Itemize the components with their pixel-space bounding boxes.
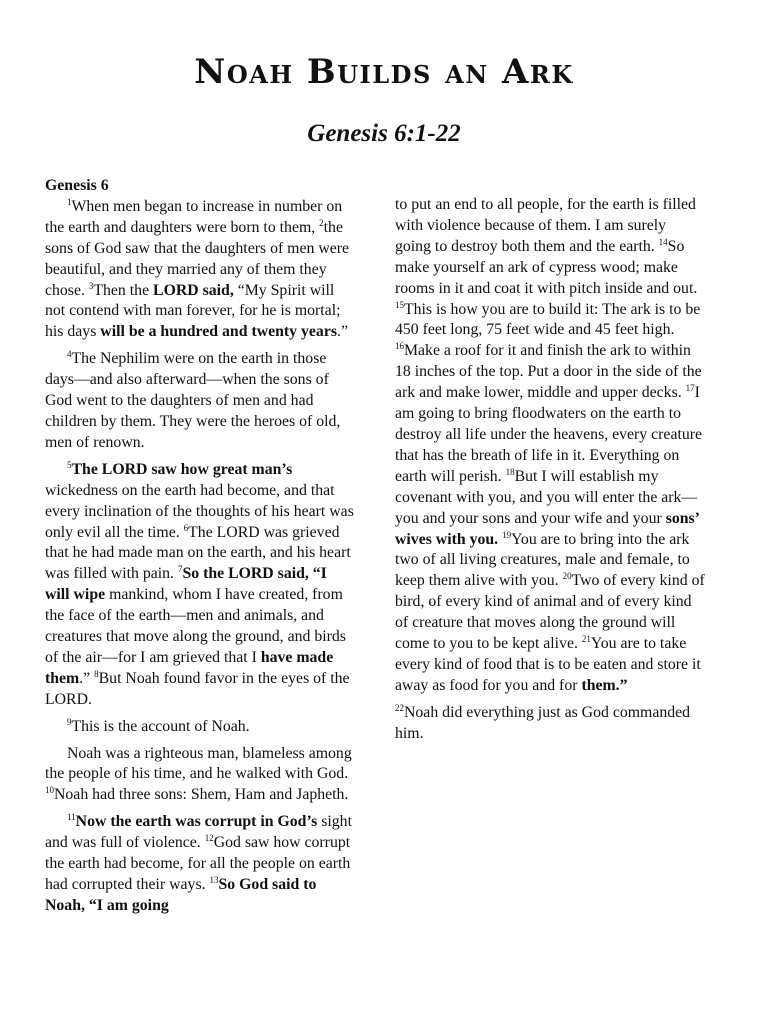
verse-text: But Noah found favor in the eyes of the LORD. [45,669,350,708]
verse-text: .” [79,669,95,687]
verse-text: Noah did everything just as God commanded him. [395,703,691,742]
emphasized-text: The LORD saw how great man’s [71,460,293,478]
verse-text: You are to bring into the ark two of all living creatures, male and female, to keep them alive with you. [395,530,690,590]
verse-number: 17 [685,383,695,394]
verse-text: the sons of God saw that the daughters of men were beautiful, and they married any of them they chose. [45,218,350,299]
verse-text: Two of every kind of bird, of every kind of animal and of every kind of creature that moves along the ground will come to you to be kept alive. [395,572,705,653]
verse-number: 1 [67,196,72,207]
paragraph [45,197,355,343]
verse-number: 20 [562,571,572,582]
emphasized-text: So God said to Noah, “I am going [45,876,317,914]
verse-number: 16 [395,341,404,352]
page-title: Noah Builds an Ark [194,52,574,92]
verse-number: 18 [505,466,515,477]
paragraph [45,460,355,711]
verse-number: 6 [183,522,189,533]
left-column [45,176,355,917]
verse-number: 12 [204,833,214,844]
verse-text: Make a roof for it and finish the ark to within 18 inches of the top. Put a door in the side of the ark and make lower, middle and upper decks. [395,342,702,402]
paragraph [395,703,705,745]
verse-text: to put an end to all people, for the earth is filled with violence because of them. I am surely going to destroy both them and the earth. [395,196,696,255]
verse-text: When men began to increase in number on the earth and daughters were born to them, [45,197,343,236]
chapter-heading: Genesis 6 [45,177,109,194]
scripture-reference: Genesis 6:1-22 [307,120,461,147]
paragraph [45,349,355,454]
verse-text: You are to take every kind of food that is to be eaten and store it away as food for you and for [395,635,701,694]
verse-text: .” [337,323,348,341]
right-column [395,195,705,745]
verse-text: I am going to bring floodwaters on the earth to destroy all life under the heavens, every creature that has the breath of life in it. Everything on earth will perish. [395,384,703,485]
verse-text: mankind, whom I have created, from the face of the earth—men and animals, and creatures that move along the ground, and birds of the air—for I am grieved that I [45,586,346,666]
verse-number: 22 [395,702,404,713]
verse-text: Noah had three sons: Shem, Ham and Japheth. [54,786,349,804]
verse-number: 2 [319,217,324,228]
verse-number: 7 [177,564,183,575]
verse-number: 19 [502,529,512,540]
verse-number: 14 [658,236,668,247]
verse-text: wickedness on the earth had become, and that every inclination of the thoughts of his heart was only evil all the time. [45,481,354,541]
verse-text: God saw how corrupt the earth had become, for all the people on earth had corrupted their ways. [45,834,351,893]
paragraph [45,812,355,917]
verse-number: 13 [209,875,219,885]
verse-text: This is how you are to build it: The ark is to be 450 feet long, 75 feet wide and 45 feet high. [395,300,701,339]
emphasized-text: LORD said, [153,281,234,299]
right-column-body [395,195,705,745]
emphasized-text: have made them [45,648,334,687]
verse-number: 9 [67,716,72,727]
verse-number: 4 [67,349,72,360]
verse-number: 3 [88,280,94,291]
verse-text: sight and was full of violence. [45,813,352,852]
verse-number: 21 [581,634,591,645]
verse-number: 10 [45,785,54,796]
verse-text: Then the [93,281,154,299]
paragraph [45,744,355,807]
verse-number: 15 [395,299,404,310]
emphasized-text: sons’ wives with you. [395,509,699,548]
verse-text: So make yourself an ark of cypress wood; make rooms in it and coat it with pitch inside and out. [395,237,698,297]
verse-text: But I will establish my covenant with you, and you will enter the ark—you and your sons and your wife and your [395,467,698,527]
verse-number: 5 [67,459,72,470]
emphasized-text: Now the earth was corrupt in God’s [75,813,318,831]
verse-number: 11 [67,812,76,823]
paragraph [45,717,355,738]
verse-text: The Nephilim were on the earth in those days—and also afterward—when the sons of God went to the daughters of men and had children by them. They were the heroes of old, men of renown. [45,350,341,451]
emphasized-text: will be a hundred and twenty years [100,323,337,341]
emphasized-text: So the LORD said, “I will wipe [45,565,327,604]
emphasized-text: them.” [581,676,628,694]
verse-text: “My Spirit will not contend with man forever, for he is mortal; his days [45,281,341,341]
left-column-body [45,197,355,917]
verse-text: Noah was a righteous man, blameless among the people of his time, and he walked with God. [45,744,352,783]
verse-text: The LORD was grieved that he had made man on the earth, and his heart was filled with pain. [45,523,351,583]
verse-text: This is the account of Noah. [71,717,250,735]
paragraph [395,195,705,697]
verse-number: 8 [94,668,99,679]
